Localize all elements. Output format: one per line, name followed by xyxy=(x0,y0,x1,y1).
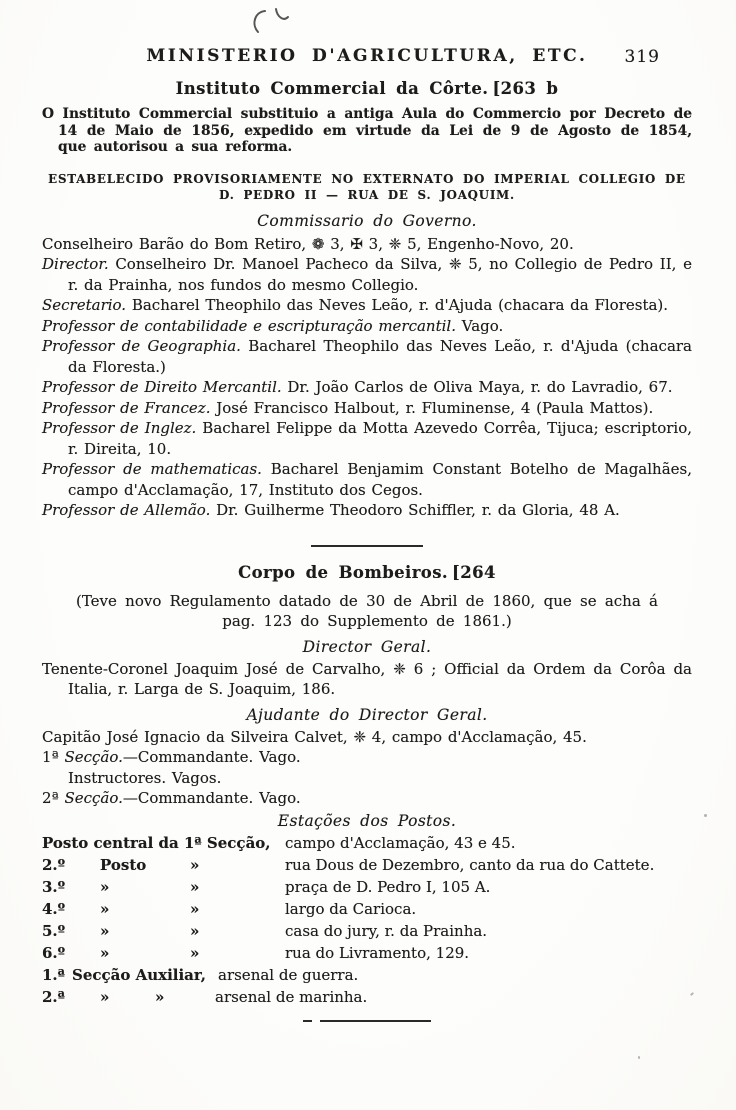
post-row xyxy=(42,920,692,942)
director-geral-entries xyxy=(42,659,692,700)
directory-entry xyxy=(42,295,692,316)
entry-role-label: Secretario. xyxy=(42,296,127,315)
post-label: » xyxy=(100,877,110,896)
entry-text: Conselheiro Dr. Manoel Pacheco da Silva, ❈ 5, no Collegio de Pedro II, e r. da Prainha, nos fundos do mesmo Collegio. xyxy=(68,255,692,294)
entry-text: —Commandante. Vago. xyxy=(122,789,301,808)
entry-role-label: Secção. xyxy=(64,789,123,808)
post-label: 4.º xyxy=(42,899,66,918)
post-location: rua Dous de Dezembro, canto da rua do Cattete. xyxy=(285,855,655,874)
post-location: praça de D. Pedro I, 105 A. xyxy=(285,877,491,896)
post-label: 6.º xyxy=(42,943,66,962)
post-label: » xyxy=(155,987,165,1006)
instituto-heading-ref: [263 b xyxy=(492,79,559,98)
directory-entry xyxy=(42,234,692,255)
post-label: » xyxy=(190,855,200,874)
scan-speck xyxy=(638,1056,640,1059)
post-location: rua do Livramento, 129. xyxy=(285,943,470,962)
post-label: 1.ª xyxy=(42,965,65,984)
entry-text: Vago. xyxy=(455,316,504,335)
entry-role-label: Professor de Inglez. xyxy=(42,419,197,438)
entry-text: 1ª xyxy=(42,748,65,767)
entry-text: José Francisco Halbout, r. Fluminense, 4 (Paula Mattos). xyxy=(210,398,654,417)
ajudante-heading: Ajudante do Director Geral. xyxy=(246,705,488,724)
post-label: 5.º xyxy=(42,921,66,940)
post-label: Posto central da 1ª Secção, xyxy=(42,833,271,852)
entry-text: Bacharel Felippe da Motta Azevedo Corrêa, Tijuca; escriptorio, r. Direita, 10. xyxy=(68,419,692,458)
post-row xyxy=(42,876,692,898)
directory-entry xyxy=(42,727,692,748)
instituto-heading-text: Instituto Commercial da Côrte. xyxy=(175,79,489,98)
directory-entry xyxy=(42,459,692,500)
post-location: campo d'Acclamação, 43 e 45. xyxy=(285,833,516,852)
directory-entry xyxy=(42,659,692,700)
entry-text: Tenente-Coronel Joaquim José de Carvalho, ❈ 6 ; Official da Ordem da Corôa da Italia, r. Larga de S. Joaquim, 186. xyxy=(42,659,692,699)
bombeiros-heading-ref: [264 xyxy=(452,562,496,582)
handwritten-pen-mark xyxy=(238,2,318,42)
directory-entry xyxy=(42,788,692,809)
bombeiros-heading-text: Corpo de Bombeiros. xyxy=(238,562,449,582)
post-label: 2.ª xyxy=(42,987,65,1006)
post-label: » xyxy=(100,899,110,918)
post-location: casa do jury, r. da Prainha. xyxy=(285,921,488,940)
entry-role-label: Professor de Direito Mercantil. xyxy=(42,378,282,397)
entry-text: Dr. João Carlos de Oliva Maya, r. do Lavradio, 67. xyxy=(281,378,673,397)
page-number: 319 xyxy=(624,47,660,67)
directory-entry xyxy=(42,747,692,768)
established-line-1: ESTABELECIDO PROVISORIAMENTE NO EXTERNATO DO IMPERIAL COLLEGIO DE xyxy=(48,171,686,186)
post-row xyxy=(42,854,692,876)
note-line-1: (Teve novo Regulamento datado de 30 de Abril de 1860, que se acha á xyxy=(75,591,658,610)
post-label: 2.º xyxy=(42,855,66,874)
commissario-heading: Commissario do Governo. xyxy=(257,211,477,230)
instituto-established-note xyxy=(42,171,692,203)
post-row xyxy=(42,986,692,1008)
directory-entry xyxy=(42,316,692,337)
entry-text: Capitão José Ignacio da Silveira Calvet, ❈ 4, campo d'Acclamação, 45. xyxy=(42,727,587,746)
entry-text: —Commandante. Vago. xyxy=(122,748,301,767)
post-row xyxy=(42,832,692,854)
page-header xyxy=(42,46,692,66)
directory-entry xyxy=(42,398,692,419)
post-location: arsenal de guerra. xyxy=(218,965,359,984)
directory-entry xyxy=(42,418,692,459)
instituto-entries xyxy=(42,234,692,521)
post-label: » xyxy=(190,877,200,896)
entry-role-label: Professor de contabilidade e escripturação mercantil. xyxy=(42,316,456,335)
post-label: 3.º xyxy=(42,877,66,896)
entry-text: Bacharel Theophilo das Neves Leão, r. d'Ajuda (chacara da Floresta). xyxy=(126,296,669,315)
post-row xyxy=(42,898,692,920)
post-label: Secção Auxiliar, xyxy=(72,965,206,984)
entry-text: Conselheiro Barão do Bom Retiro, ❁ 3, ✠ 3, ❈ 5, Engenho-Novo, 20. xyxy=(42,234,574,253)
post-row xyxy=(42,964,692,986)
post-label: » xyxy=(100,921,110,940)
post-label: » xyxy=(100,943,110,962)
bombeiros-heading xyxy=(42,563,692,582)
bombeiros-regulation-note xyxy=(55,591,679,632)
directory-entry xyxy=(42,254,692,295)
page-title: MINISTERIO D'AGRICULTURA, ETC. xyxy=(146,46,588,66)
entry-role-label: Professor de Allemão. xyxy=(42,501,211,520)
post-location: largo da Carioca. xyxy=(285,899,417,918)
estacoes-heading: Estações dos Postos. xyxy=(277,811,457,830)
post-location: arsenal de marinha. xyxy=(215,987,368,1006)
instituto-intro-paragraph: O Instituto Commercial substituio a antiga Aula do Commercio por Decreto de 14 de Maio de 1856, expedido em virtude da Lei de 9 de Agosto de 1854, que autorisou a sua reforma. xyxy=(42,106,692,156)
entry-role-label: Director. xyxy=(42,255,109,274)
directory-entry xyxy=(42,768,692,789)
directory-entry xyxy=(42,500,692,521)
director-geral-heading: Director Geral. xyxy=(302,637,432,656)
entry-text: Dr. Guilherme Theodoro Schiffler, r. da Gloria, 48 A. xyxy=(210,501,620,520)
post-label: » xyxy=(190,921,200,940)
post-label: Posto xyxy=(100,855,147,874)
note-line-2: pag. 123 do Supplemento de 1861.) xyxy=(222,612,512,631)
directory-entry xyxy=(42,336,692,377)
post-label: » xyxy=(100,987,110,1006)
section-instituto-commercial xyxy=(42,79,692,521)
entry-text: Bacharel Theophilo das Neves Leão, r. d'Ajuda (chacara da Floresta.) xyxy=(68,337,692,376)
established-line-2: D. PEDRO II — RUA DE S. JOAQUIM. xyxy=(219,187,515,202)
postos-table xyxy=(42,832,692,1008)
section-corpo-de-bombeiros xyxy=(42,563,692,1008)
entry-text: Instructores. Vagos. xyxy=(68,768,222,787)
entry-text: Bacharel Benjamim Constant Botelho de Magalhães, campo d'Acclamação, 17, Instituto dos Cegos. xyxy=(68,460,692,499)
section-divider-rule xyxy=(311,545,423,547)
entry-role-label: Secção. xyxy=(64,748,123,767)
scan-speck xyxy=(704,814,707,817)
post-label: » xyxy=(190,899,200,918)
entry-role-label: Professor de mathematicas. xyxy=(42,460,262,479)
post-label: » xyxy=(190,943,200,962)
instituto-heading xyxy=(42,79,692,98)
post-row xyxy=(42,942,692,964)
entry-role-label: Professor de Francez. xyxy=(42,398,211,417)
ajudante-entries xyxy=(42,727,692,809)
entry-text: 2ª xyxy=(42,789,65,808)
end-of-section-rule xyxy=(303,1020,431,1022)
directory-entry xyxy=(42,377,692,398)
entry-role-label: Professor de Geographia. xyxy=(42,337,241,356)
